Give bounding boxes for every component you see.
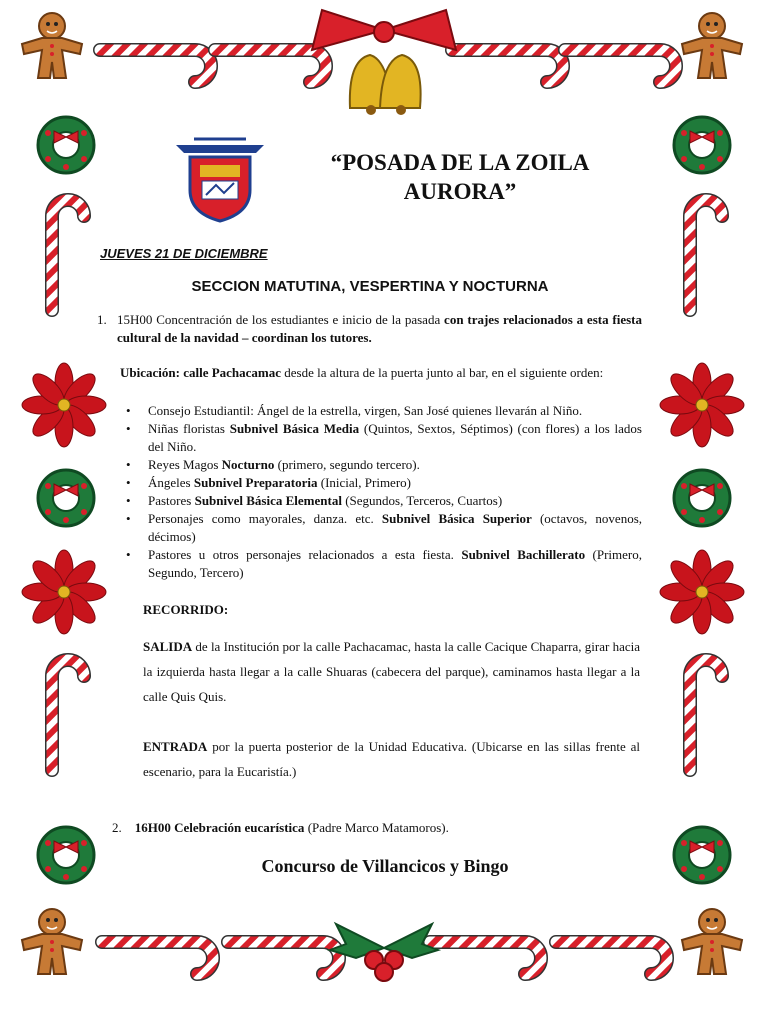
agenda-item-1 bbox=[97, 311, 642, 347]
event-date: JUEVES 21 DE DICIEMBRE bbox=[100, 246, 268, 261]
sections-heading: SECCION MATUTINA, VESPERTINA Y NOCTURNA bbox=[191, 278, 549, 295]
list-item: • Reyes Magos Nocturno (primero, segundo tercero). bbox=[120, 456, 642, 474]
item-bold-text: con trajes relacionados a esta fiesta cultural de la navidad – coordinan los tutores. bbox=[117, 312, 642, 345]
route-heading: RECORRIDO: bbox=[143, 602, 229, 617]
departure-paragraph bbox=[143, 634, 640, 709]
list-item: • Pastores u otros personajes relacionados a esta fiesta. Subnivel Bachillerato (Primero, Segundo, Tercero) bbox=[120, 546, 642, 582]
order-list bbox=[120, 402, 642, 582]
title-line-1: “POSADA DE LA ZOILA bbox=[330, 150, 590, 175]
item-number: 2. bbox=[112, 820, 122, 835]
location-line bbox=[120, 364, 645, 382]
location-label: Ubicación: bbox=[120, 365, 180, 380]
entry-label: ENTRADA bbox=[143, 739, 208, 754]
item-bold-text: 16H00 Celebración eucarística bbox=[134, 820, 305, 835]
departure-text: de la Institución por la calle Pachacamac, hasta la calle Cacique Chaparra, girar hacia la izquierda hasta llegar a la calle Shuaras (cabecera del parque), caminamos hasta llegar a la calle Quis Quis. bbox=[143, 639, 640, 704]
departure-label: SALIDA bbox=[143, 639, 193, 654]
entry-text: por la puerta posterior de la Unidad Educativa. (Ubicarse en las sillas frente al escenario, para la Eucaristía.) bbox=[143, 739, 640, 779]
list-item: • Ángeles Subnivel Preparatoria (Inicial, Primero) bbox=[120, 474, 642, 492]
item-number: 1. bbox=[97, 312, 107, 327]
entry-paragraph bbox=[143, 734, 640, 784]
list-item: • Niñas floristas Subnivel Básica Media (Quintos, Sextos, Séptimos) (con flores) a los lados del Niño. bbox=[120, 420, 642, 456]
list-item: • Personajes como mayorales, danza. etc. Subnivel Básica Superior (octavos, novenos, décimos) bbox=[120, 510, 642, 546]
title-line-2: AURORA” bbox=[403, 179, 517, 204]
school-crest-icon bbox=[172, 135, 268, 225]
list-item: • Pastores Subnivel Básica Elemental (Segundos, Terceros, Cuartos) bbox=[120, 492, 642, 510]
item-text: 15H00 Concentración de los estudiantes e inicio de la pasada bbox=[117, 312, 445, 327]
page-title bbox=[300, 148, 620, 206]
agenda-item-2 bbox=[112, 820, 449, 836]
contest-heading: Concurso de Villancicos y Bingo bbox=[261, 856, 509, 876]
list-item: • Consejo Estudiantil: Ángel de la estrella, virgen, San José quienes llevarán al Niño. bbox=[120, 402, 642, 420]
item-text: (Padre Marco Matamoros). bbox=[304, 820, 449, 835]
location-rest: desde la altura de la puerta junto al bar, en el siguiente orden: bbox=[281, 365, 604, 380]
location-place: calle Pachacamac bbox=[179, 365, 282, 380]
